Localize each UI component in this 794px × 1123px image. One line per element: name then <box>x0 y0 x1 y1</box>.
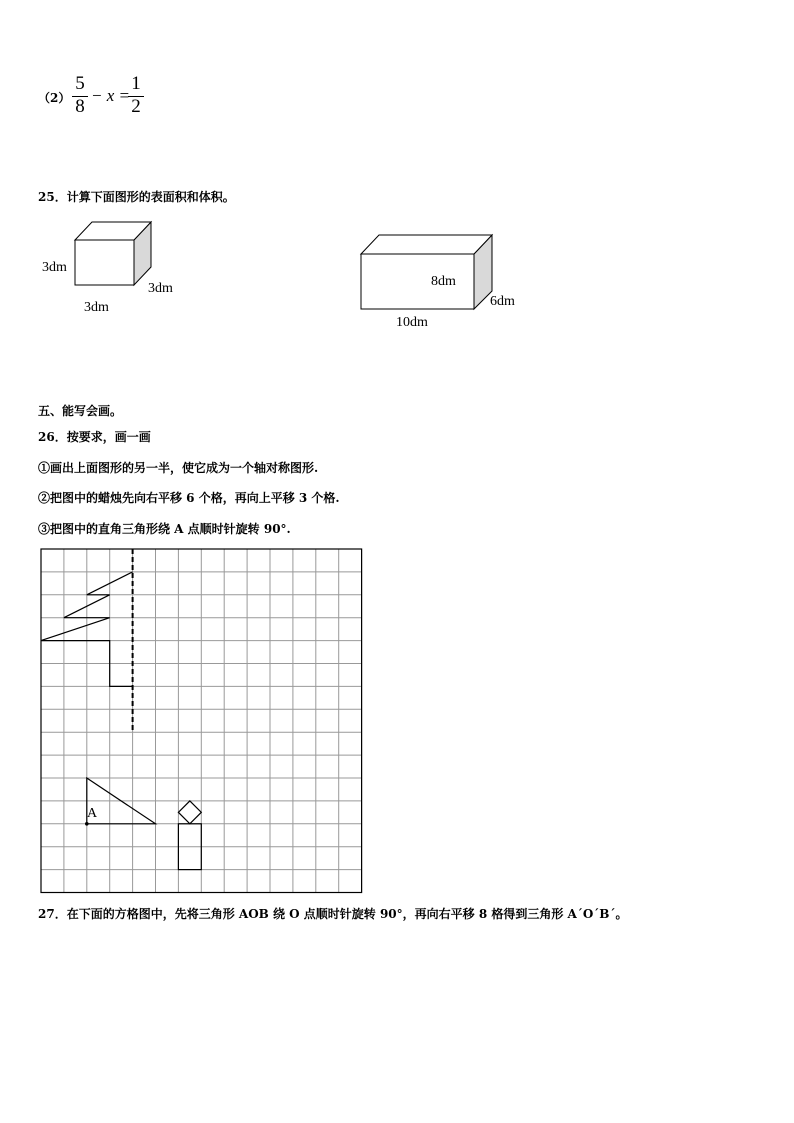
candle-flame <box>178 801 201 824</box>
point-a <box>85 822 89 826</box>
cuboid-length-label: 10dm <box>396 315 428 330</box>
equation-middle: − x = <box>91 86 130 105</box>
question-25: 25．计算下面图形的表面积和体积。 <box>38 190 235 204</box>
fraction-1-numerator: 5 <box>75 73 85 94</box>
question-26-item-3: ③把图中的直角三角形绕 A 点顺时针旋转 90°. <box>38 522 291 536</box>
question-26-item-2: ②把图中的蜡烛先向右平移 6 个格，再向上平移 3 个格. <box>38 491 340 505</box>
point-a-label: A <box>87 806 98 821</box>
question-26-item-1: ①画出上面图形的另一半，使它成为一个轴对称图形. <box>38 461 319 475</box>
fraction-2-numerator: 1 <box>131 73 141 94</box>
cube-depth-label: 3dm <box>148 281 173 296</box>
fraction-2-denominator: 2 <box>131 96 141 117</box>
cuboid-height-label: 8dm <box>431 274 456 289</box>
fraction-1-denominator: 8 <box>75 96 85 117</box>
cuboid-depth-label: 6dm <box>490 294 515 309</box>
section-5-title: 五、能写会画。 <box>38 404 123 418</box>
cube-width-label: 3dm <box>84 300 109 315</box>
equation-label: （2） <box>38 91 71 105</box>
cube-height-label: 3dm <box>42 260 67 275</box>
question-26: 26．按要求，画一画 <box>38 430 151 444</box>
question-27: 27．在下面的方格图中，先将三角形 AOB 绕 O 点顺时针旋转 90°，再向右平移 8 格得到三角形 A´O´B´。 <box>38 907 628 921</box>
